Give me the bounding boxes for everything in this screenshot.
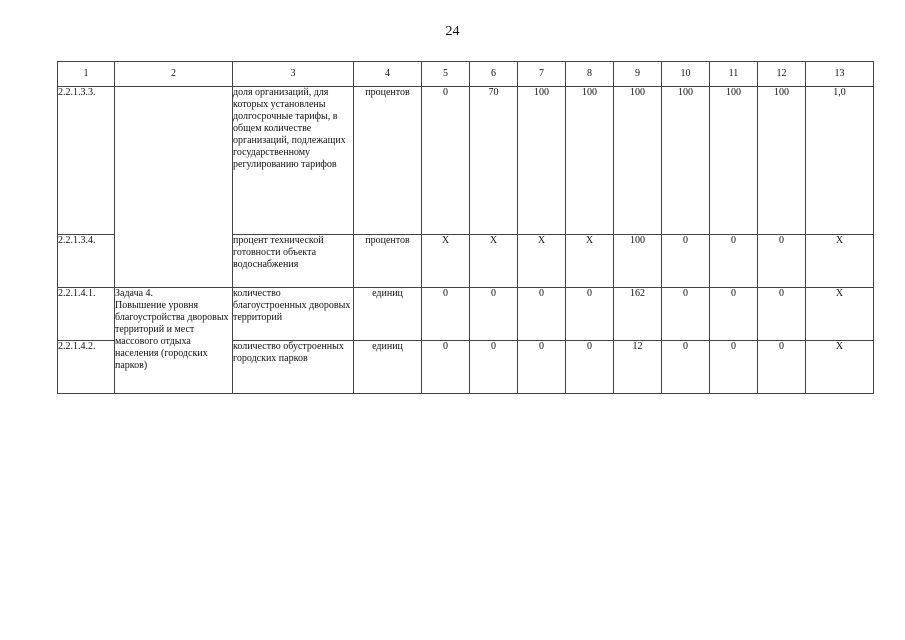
- unit-cell: процентов: [354, 87, 422, 235]
- value-cell: 100: [614, 87, 662, 235]
- table-row: [58, 288, 874, 341]
- column-header: 8: [566, 62, 614, 87]
- table-row: [58, 87, 874, 235]
- value-cell: Х: [518, 235, 566, 288]
- value-cell: 0: [662, 235, 710, 288]
- value-cell: 0: [518, 288, 566, 341]
- value-cell: 0: [470, 341, 518, 394]
- value-cell: 0: [566, 288, 614, 341]
- row-code: 2.2.1.3.3.: [58, 87, 115, 235]
- indicator-name: доля организаций, для которых установлены долгосрочные тарифы, в общем количестве организаций, подлежащих государственному регулированию тарифов: [233, 87, 354, 235]
- value-cell: Х: [566, 235, 614, 288]
- unit-cell: единиц: [354, 341, 422, 394]
- row-code: 2.2.1.4.1.: [58, 288, 115, 341]
- indicator-name: количество благоустроенных дворовых территорий: [233, 288, 354, 341]
- column-header: 4: [354, 62, 422, 87]
- table-header-row: [58, 62, 874, 87]
- value-cell: 0: [422, 288, 470, 341]
- value-cell: 0: [758, 288, 806, 341]
- value-cell: 1,0: [806, 87, 874, 235]
- value-cell: 0: [710, 235, 758, 288]
- value-cell: 100: [614, 235, 662, 288]
- row-code: 2.2.1.4.2.: [58, 341, 115, 394]
- value-cell: 100: [566, 87, 614, 235]
- value-cell: 0: [758, 341, 806, 394]
- value-cell: 0: [518, 341, 566, 394]
- column-header: 2: [115, 62, 233, 87]
- task-cell-empty: [115, 87, 233, 288]
- value-cell: 100: [758, 87, 806, 235]
- value-cell: 0: [710, 341, 758, 394]
- value-cell: 0: [470, 288, 518, 341]
- value-cell: 0: [662, 288, 710, 341]
- value-cell: 0: [422, 341, 470, 394]
- column-header: 9: [614, 62, 662, 87]
- value-cell: 100: [518, 87, 566, 235]
- value-cell: 0: [758, 235, 806, 288]
- column-header: 5: [422, 62, 470, 87]
- indicator-name: процент технической готовности объекта водоснабжения: [233, 235, 354, 288]
- value-cell: 12: [614, 341, 662, 394]
- page-number: 24: [445, 24, 460, 39]
- column-header: 13: [806, 62, 874, 87]
- value-cell: Х: [806, 341, 874, 394]
- value-cell: 0: [662, 341, 710, 394]
- task-cell: [115, 288, 233, 394]
- value-cell: 0: [566, 341, 614, 394]
- value-cell: 0: [422, 87, 470, 235]
- task-title: Задача 4.: [115, 288, 154, 299]
- value-cell: Х: [470, 235, 518, 288]
- column-header: 7: [518, 62, 566, 87]
- unit-cell: единиц: [354, 288, 422, 341]
- indicators-table: [57, 61, 874, 394]
- column-header: 10: [662, 62, 710, 87]
- value-cell: Х: [422, 235, 470, 288]
- indicator-name: количество обустроенных городских парков: [233, 341, 354, 394]
- value-cell: 162: [614, 288, 662, 341]
- value-cell: 0: [710, 288, 758, 341]
- column-header: 3: [233, 62, 354, 87]
- value-cell: 100: [662, 87, 710, 235]
- column-header: 12: [758, 62, 806, 87]
- value-cell: 100: [710, 87, 758, 235]
- row-code: 2.2.1.3.4.: [58, 235, 115, 288]
- task-description: Повышение уровня благоустройства дворовых территорий и мест массового отдыха населения (городских парков): [115, 300, 229, 371]
- unit-cell: процентов: [354, 235, 422, 288]
- value-cell: Х: [806, 288, 874, 341]
- column-header: 11: [710, 62, 758, 87]
- column-header: 1: [58, 62, 115, 87]
- value-cell: Х: [806, 235, 874, 288]
- column-header: 6: [470, 62, 518, 87]
- value-cell: 70: [470, 87, 518, 235]
